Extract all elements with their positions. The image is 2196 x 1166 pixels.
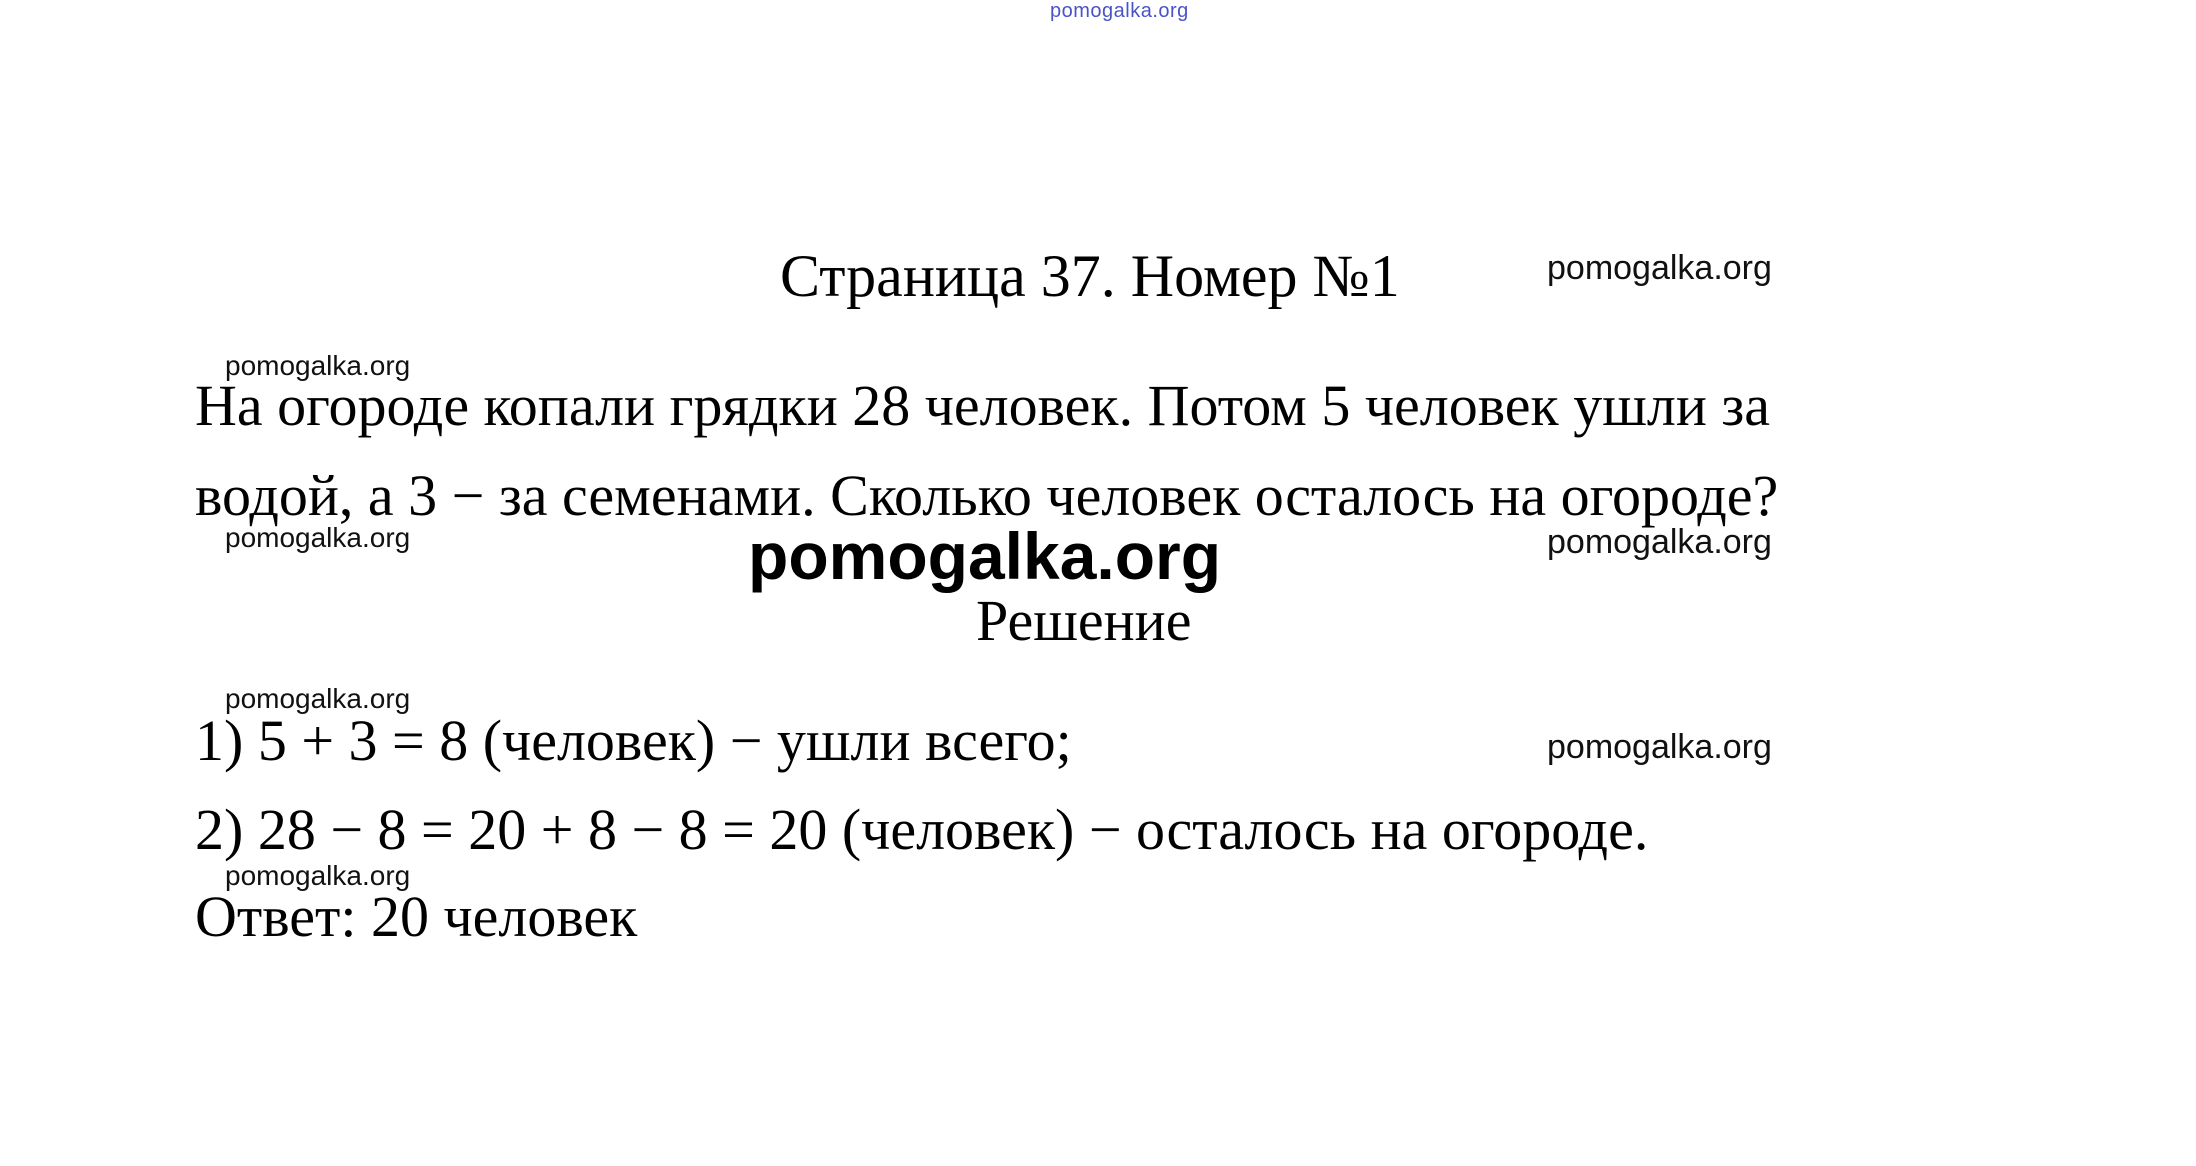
solution-heading: Решение <box>976 588 1192 653</box>
answer-line: Ответ: 20 человек <box>195 884 638 949</box>
solution-step-2: 2) 28 − 8 = 20 + 8 − 8 = 20 (человек) − осталось на огороде. <box>195 797 1649 862</box>
watermark-large: pomogalka.org <box>748 519 1222 593</box>
watermark-problem-top: pomogalka.org <box>225 350 411 381</box>
watermark-problem-right: pomogalka.org <box>1547 523 1772 561</box>
top-watermark: pomogalka.org <box>1050 0 1189 22</box>
watermark-solution-right: pomogalka.org <box>1547 728 1772 766</box>
page-title: Страница 37. Номер №1 <box>780 243 1400 309</box>
problem-line-1: На огороде копали грядки 28 человек. Потом 5 человек ушли за <box>195 373 1771 438</box>
watermark-problem-bottom: pomogalka.org <box>225 522 411 553</box>
watermark-solution-top: pomogalka.org <box>225 683 411 714</box>
watermark-answer-top: pomogalka.org <box>225 860 411 891</box>
watermark-title-right: pomogalka.org <box>1547 249 1772 287</box>
problem-line-2: водой, а 3 − за семенами. Сколько человек осталось на огороде? <box>195 463 1779 528</box>
solution-step-1: 1) 5 + 3 = 8 (человек) − ушли всего; <box>195 708 1072 773</box>
